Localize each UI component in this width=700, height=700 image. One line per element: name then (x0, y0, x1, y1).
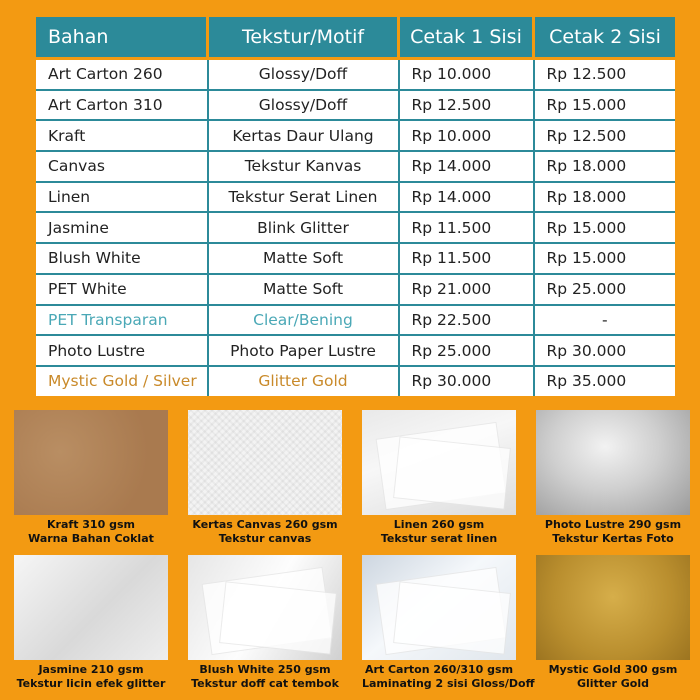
sample-tile-canvas (188, 410, 342, 545)
paper-sheet (393, 436, 511, 509)
sample-caption (362, 663, 535, 690)
sample-subtitle: Tekstur doff cat tembok (191, 676, 339, 690)
sample-tile-gold (536, 555, 690, 690)
cell-bahan: PET Transparan (36, 305, 208, 336)
cell-bahan: Canvas (36, 151, 208, 182)
sample-title: Linen 260 gsm (393, 518, 485, 531)
sample-gallery (14, 410, 686, 700)
cell-tekstur: Tekstur Serat Linen (208, 182, 399, 213)
cell-cetak-1-sisi: Rp 11.500 (399, 212, 534, 243)
table-header-row (36, 17, 675, 59)
sample-subtitle: Tekstur canvas (218, 531, 312, 545)
cell-cetak-1-sisi: Rp 12.500 (399, 90, 534, 121)
cell-tekstur: Photo Paper Lustre (208, 335, 399, 366)
cell-bahan: Linen (36, 182, 208, 213)
table-row (36, 305, 675, 336)
sample-caption (536, 663, 690, 690)
table-row (36, 335, 675, 366)
cell-cetak-2-sisi: Rp 25.000 (534, 274, 676, 305)
sample-subtitle: Tekstur licin efek glitter (16, 676, 166, 690)
sample-title: Photo Lustre 290 gsm (544, 518, 682, 531)
cell-tekstur: Glossy/Doff (208, 90, 399, 121)
header-tekstur: Tekstur/Motif (208, 17, 399, 59)
cell-bahan: Jasmine (36, 212, 208, 243)
sample-caption (188, 518, 342, 545)
sample-tile-lustre (536, 410, 690, 545)
cell-cetak-1-sisi: Rp 14.000 (399, 182, 534, 213)
gold-texture-swatch (536, 555, 690, 660)
cell-tekstur: Matte Soft (208, 274, 399, 305)
cell-cetak-2-sisi: Rp 35.000 (534, 366, 676, 396)
header-cetak-1-sisi: Cetak 1 Sisi (399, 17, 534, 59)
sample-tile-kraft (14, 410, 168, 545)
kraft-texture-swatch (14, 410, 168, 515)
sample-title: Blush White 250 gsm (199, 663, 331, 676)
cell-bahan: Art Carton 260 (36, 59, 208, 90)
cell-cetak-1-sisi: Rp 11.500 (399, 243, 534, 274)
cell-cetak-1-sisi: Rp 21.000 (399, 274, 534, 305)
cell-bahan: Blush White (36, 243, 208, 274)
sample-title: Mystic Gold 300 gsm (548, 663, 678, 676)
sample-title: Art Carton 260/310 gsm (364, 663, 514, 676)
cell-tekstur: Glitter Gold (208, 366, 399, 396)
sample-subtitle: Laminating 2 sisi Gloss/Doff (362, 676, 535, 690)
cell-cetak-2-sisi: Rp 15.000 (534, 212, 676, 243)
table-row (36, 59, 675, 90)
cell-cetak-2-sisi: Rp 15.000 (534, 90, 676, 121)
sample-tile-linen (362, 410, 516, 545)
cell-cetak-2-sisi: Rp 12.500 (534, 59, 676, 90)
cell-tekstur: Clear/Bening (208, 305, 399, 336)
jasmine-texture-swatch (14, 555, 168, 660)
table-row (36, 243, 675, 274)
table-row (36, 182, 675, 213)
cell-cetak-2-sisi: Rp 15.000 (534, 243, 676, 274)
sample-caption (188, 663, 342, 690)
cell-cetak-1-sisi: Rp 22.500 (399, 305, 534, 336)
cell-cetak-2-sisi: Rp 30.000 (534, 335, 676, 366)
cell-tekstur: Blink Glitter (208, 212, 399, 243)
sample-title: Kraft 310 gsm (47, 518, 135, 531)
sample-subtitle: Tekstur serat linen (380, 531, 498, 545)
cell-cetak-1-sisi: Rp 10.000 (399, 59, 534, 90)
sample-subtitle: Glitter Gold (576, 676, 650, 690)
cell-cetak-1-sisi: Rp 14.000 (399, 151, 534, 182)
cell-cetak-1-sisi: Rp 10.000 (399, 120, 534, 151)
sample-tile-blush (188, 555, 342, 690)
sample-tile-jasmine (14, 555, 168, 690)
cell-cetak-2-sisi: Rp 12.500 (534, 120, 676, 151)
cell-cetak-1-sisi: Rp 30.000 (399, 366, 534, 396)
sample-title: Jasmine 210 gsm (38, 663, 144, 676)
cell-bahan: Photo Lustre (36, 335, 208, 366)
cell-cetak-2-sisi: Rp 18.000 (534, 151, 676, 182)
table-row (36, 120, 675, 151)
sample-title: Kertas Canvas 260 gsm (192, 518, 338, 531)
cell-cetak-2-sisi: - (534, 305, 676, 336)
price-table-grid (36, 17, 675, 396)
sample-caption (362, 518, 516, 545)
canvas-texture-swatch (188, 410, 342, 515)
table-row (36, 90, 675, 121)
cell-tekstur: Tekstur Kanvas (208, 151, 399, 182)
cell-tekstur: Glossy/Doff (208, 59, 399, 90)
sample-caption (536, 518, 690, 545)
cell-tekstur: Kertas Daur Ulang (208, 120, 399, 151)
table-row (36, 212, 675, 243)
cell-bahan: Art Carton 310 (36, 90, 208, 121)
art-texture-swatch (362, 555, 516, 660)
cell-cetak-1-sisi: Rp 25.000 (399, 335, 534, 366)
table-row (36, 366, 675, 396)
header-bahan: Bahan (36, 17, 208, 59)
table-row (36, 274, 675, 305)
table-row (36, 151, 675, 182)
price-table (36, 17, 666, 396)
cell-bahan: Kraft (36, 120, 208, 151)
linen-texture-swatch (362, 410, 516, 515)
paper-sheet (219, 581, 337, 654)
header-cetak-2-sisi: Cetak 2 Sisi (534, 17, 676, 59)
sample-caption (14, 663, 168, 690)
sample-tile-art (362, 555, 535, 690)
cell-tekstur: Matte Soft (208, 243, 399, 274)
cell-bahan: Mystic Gold / Silver (36, 366, 208, 396)
blush-texture-swatch (188, 555, 342, 660)
sample-caption (14, 518, 168, 545)
paper-sheet (393, 581, 511, 654)
cell-bahan: PET White (36, 274, 208, 305)
sample-subtitle: Warna Bahan Coklat (28, 531, 154, 545)
lustre-texture-swatch (536, 410, 690, 515)
sample-subtitle: Tekstur Kertas Foto (552, 531, 674, 545)
cell-cetak-2-sisi: Rp 18.000 (534, 182, 676, 213)
